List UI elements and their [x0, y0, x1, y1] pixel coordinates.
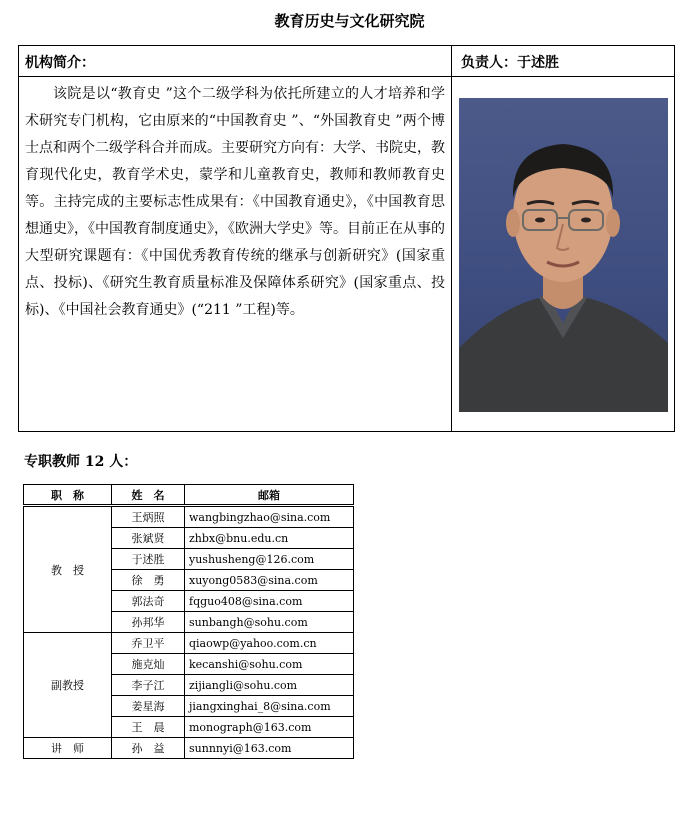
column-header-title: 职 称 [24, 485, 112, 506]
staff-email: zhbx@bnu.edu.cn [185, 528, 354, 549]
staff-name: 孙 益 [112, 738, 185, 759]
leader-label: 负责人：于述胜 [461, 55, 559, 71]
intro-label: 机构简介： [25, 55, 95, 71]
staff-email: fqguo408@sina.com [185, 591, 354, 612]
staff-email: qiaowp@yahoo.com.cn [185, 633, 354, 654]
group-title-lecturer: 讲 师 [24, 738, 112, 759]
table-row [24, 633, 354, 654]
group-title-associate-professor: 副教授 [24, 633, 112, 738]
staff-email: wangbingzhao@sina.com [185, 506, 354, 528]
staff-email: sunnnyi@163.com [185, 738, 354, 759]
leader-photo [459, 98, 668, 412]
staff-name: 王炳照 [112, 506, 185, 528]
header-divider [19, 76, 674, 77]
staff-table [23, 484, 354, 759]
staff-heading: 专职教师 12 人： [24, 454, 138, 470]
staff-name: 姜星海 [112, 696, 185, 717]
staff-name: 施克灿 [112, 654, 185, 675]
table-row [24, 506, 354, 528]
staff-name: 于述胜 [112, 549, 185, 570]
staff-email: kecanshi@sohu.com [185, 654, 354, 675]
institute-info-table [18, 45, 675, 432]
column-header-name: 姓 名 [112, 485, 185, 506]
staff-email: zijiangli@sohu.com [185, 675, 354, 696]
staff-email: yushusheng@126.com [185, 549, 354, 570]
staff-email: sunbangh@sohu.com [185, 612, 354, 633]
staff-name: 李子江 [112, 675, 185, 696]
table-row [24, 738, 354, 759]
staff-name: 乔卫平 [112, 633, 185, 654]
column-header-email: 邮箱 [185, 485, 354, 506]
staff-email: monograph@163.com [185, 717, 354, 738]
staff-name: 郭法奇 [112, 591, 185, 612]
institute-intro-text: 该院是以“教育史 ”这个二级学科为依托所建立的人才培养和学术研究专门机构，它由原来的“中国教育史 ”、“外国教育史 ”两个博士点和两个二级学科合并而成。主要研究方向有：大学、书院史，教育现代化史，教育学术史，蒙学和儿童教育史，教师和教师教育史等。主持完成的主要标志性成果有：《中国教育通史》，《中国教育思想通史》，《中国教育制度通史》，《欧洲大学史》等。目前正在从事的大型研究课题有：《中国优秀教育传统的继承与创新研究》(国家重点、投标)、《研究生教育质量标准及保障体系研究》(国家重点、投标)、《中国社会教育通史》(“211 ”工程)等。 [25, 86, 445, 318]
group-title-professor: 教 授 [24, 506, 112, 633]
staff-name: 孙邦华 [112, 612, 185, 633]
staff-email: jiangxinghai_8@sina.com [185, 696, 354, 717]
column-divider [451, 46, 452, 431]
staff-name: 王 晨 [112, 717, 185, 738]
staff-name: 徐 勇 [112, 570, 185, 591]
staff-email: xuyong0583@sina.com [185, 570, 354, 591]
page-title: 教育历史与文化研究院 [274, 12, 425, 30]
staff-name: 张斌贤 [112, 528, 185, 549]
